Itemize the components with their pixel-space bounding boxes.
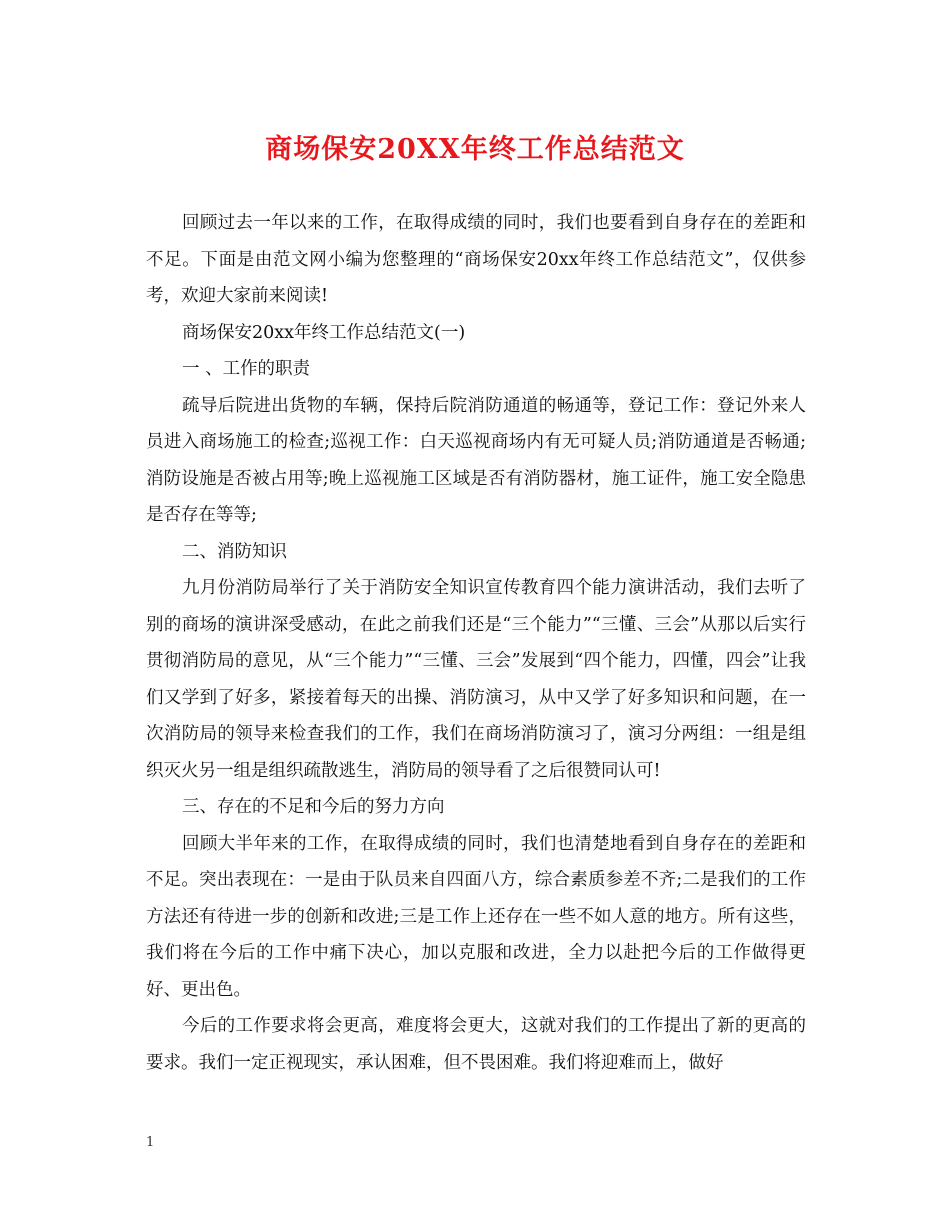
duties-paragraph: 疏导后院进出货物的车辆，保持后院消防通道的畅通等，登记工作：登记外来人员进入商场施工的检查;巡视工作：白天巡视商场内有无可疑人员;消防通道是否畅通;消防设施是否被占用等;晚上巡视施工区域是否有消防器材，施工证件，施工安全隐患是否存在等等; xyxy=(146,395,806,525)
page-number: 1 xyxy=(146,1135,155,1150)
article-subtitle: 商场保安20xx年终工作总结范文(一) xyxy=(182,322,466,343)
document-title: 商场保安20XX年终工作总结范文 xyxy=(265,134,685,165)
section-heading-fire-knowledge: 二、消防知识 xyxy=(182,541,287,562)
shortcomings-paragraph: 回顾大半年来的工作，在取得成绩的同时，我们也清楚地看到自身存在的差距和不足。突出表现在：一是由于队员来自四面八方，综合素质参差不齐;二是我们的工作方法还有待进一步的创新和改进;三是工作上还存在一些不如人意的地方。所有这些，我们将在今后的工作中痛下决心，加以克服和改进，全力以赴把今后的工作做得更好、更出色。 xyxy=(146,833,806,1000)
document-body xyxy=(146,205,806,1081)
intro-paragraph: 回顾过去一年以来的工作，在取得成绩的同时，我们也要看到自身存在的差距和不足。下面是由范文网小编为您整理的“商场保安20xx年终工作总结范文”，仅供参考，欢迎大家前来阅读! xyxy=(146,213,806,306)
section-heading-duties: 一 、工作的职责 xyxy=(182,359,311,379)
section-heading-shortcomings: 三、存在的不足和今后的努力方向 xyxy=(182,797,445,817)
future-paragraph: 今后的工作要求将会更高，难度将会更大，这就对我们的工作提出了新的更高的要求。我们一定正视现实，承认困难，但不畏困难。我们将迎难而上，做好 xyxy=(146,1016,806,1073)
fire-knowledge-paragraph: 九月份消防局举行了关于消防安全知识宣传教育四个能力演讲活动，我们去听了别的商场的演讲深受感动，在此之前我们还是“三个能力”“三懂、三会”从那以后实行贯彻消防局的意见，从“三个能力”“三懂、三会”发展到“四个能力，四懂，四会”让我们又学到了好多，紧接着每天的出操、消防演习，从中又学了好多知识和问题，在一次消防局的领导来检查我们的工作，我们在商场消防演习了，演习分两组：一组是组织灭火另一组是组织疏散逃生，消防局的领导看了之后很赞同认可! xyxy=(146,578,806,781)
